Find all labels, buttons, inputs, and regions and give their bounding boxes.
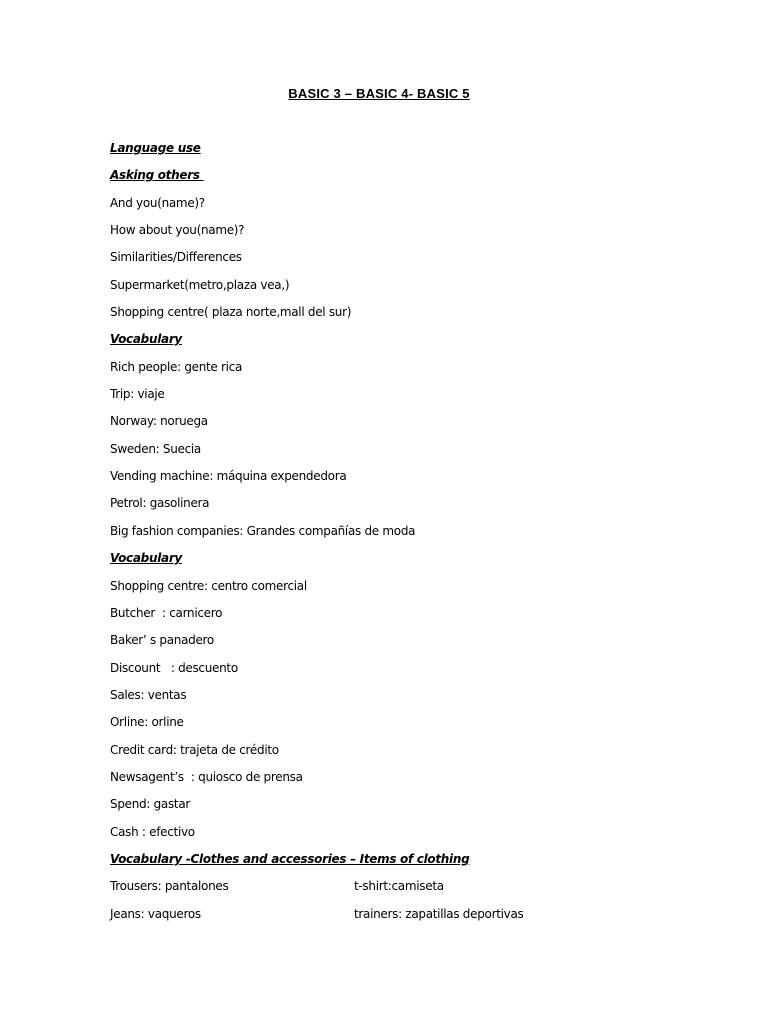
- text-line: How about you(name)?: [110, 223, 245, 238]
- text-line: Similarities/Differences: [110, 250, 242, 265]
- vocab-entry-left: Jeans: vaqueros: [110, 906, 201, 921]
- vocab-entry: Spend: gastar: [110, 797, 191, 812]
- vocab-entry: Rich people: gente rica: [110, 359, 243, 374]
- vocab-entry: Vending machine: máquina expendedora: [110, 469, 347, 484]
- text-line: Supermarket(metro,plaza vea,): [110, 277, 290, 292]
- vocab-entry: Norway: noruega: [110, 414, 208, 429]
- vocab-entry: Discount : descuento: [110, 660, 238, 675]
- section-subheading-asking-others: Asking others: [110, 168, 204, 183]
- section-heading-language-use: Language use: [110, 141, 201, 155]
- vocab-entry: Sweden: Suecia: [110, 441, 201, 456]
- text-line: Shopping centre( plaza norte,mall del sur): [110, 305, 352, 320]
- vocab-entry: Credit card: trajeta de crédito: [110, 742, 279, 757]
- vocab-entry-left: Trousers: pantalones: [110, 879, 229, 894]
- vocab-entry-right: t-shirt:camiseta: [354, 879, 444, 894]
- vocab-entry: Cash : efectivo: [110, 824, 195, 839]
- section-heading-vocabulary: Vocabulary: [110, 332, 182, 347]
- vocab-entry: Trip: viaje: [110, 387, 165, 402]
- vocab-entry: Shopping centre: centro comercial: [110, 578, 307, 593]
- vocab-entry: Orline: orline: [110, 715, 184, 730]
- vocab-entry: Butcher : carnicero: [110, 605, 223, 620]
- clothes-row: [110, 905, 523, 932]
- vocab-entry: Sales: ventas: [110, 687, 187, 702]
- vocab-entry: Newsagent’s : quiosco de prensa: [110, 769, 303, 784]
- text-line: And you(name)?: [110, 195, 205, 210]
- vocab-entry: Petrol: gasolinera: [110, 496, 210, 511]
- vocab-entry: Baker’ s panadero: [110, 633, 214, 648]
- clothes-row: [110, 877, 523, 904]
- vocab-entry-right: trainers: zapatillas deportivas: [354, 906, 524, 921]
- vocab-entry: Big fashion companies: Grandes compañías de moda: [110, 523, 416, 538]
- document-body: [110, 139, 523, 932]
- section-heading-vocabulary-2: Vocabulary: [110, 551, 182, 566]
- section-heading-clothes: Vocabulary -Clothes and accessories – Items of clothing: [110, 851, 470, 866]
- document-title: BASIC 3 – BASIC 4- BASIC 5: [288, 86, 470, 101]
